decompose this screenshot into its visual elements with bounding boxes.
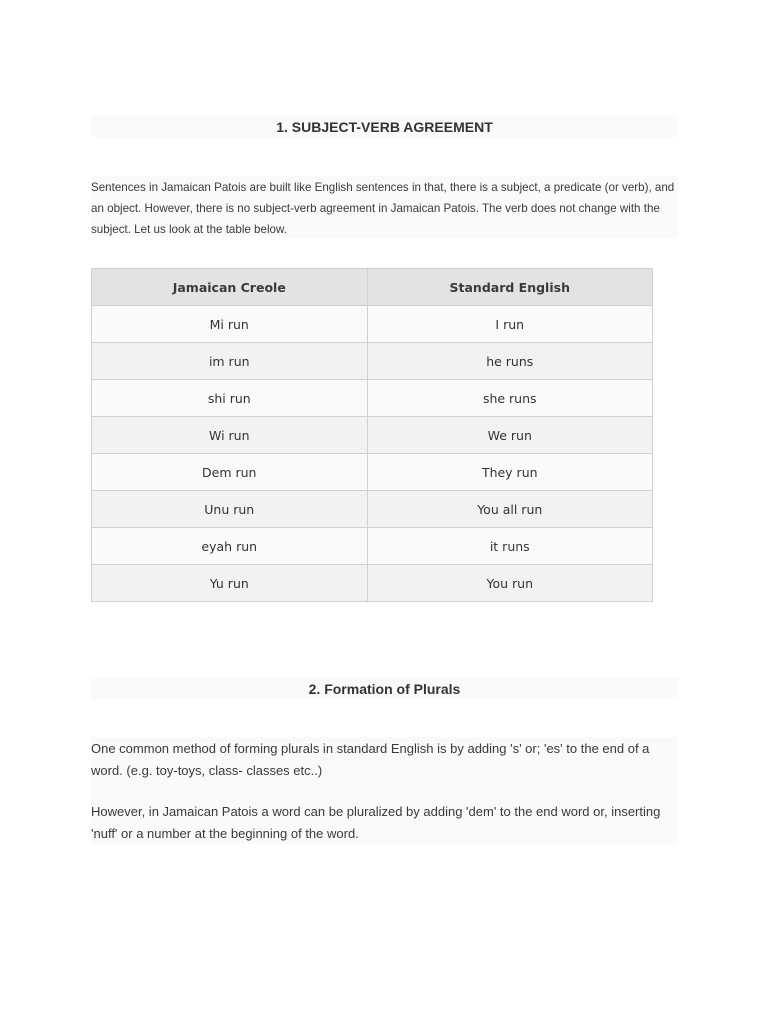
- creole-cell: Wi run: [92, 417, 368, 454]
- column-header-jamaican-creole: Jamaican Creole: [92, 269, 368, 306]
- table-row: [92, 306, 653, 343]
- creole-cell: shi run: [92, 380, 368, 417]
- creole-cell: Mi run: [92, 306, 368, 343]
- table-row: [92, 565, 653, 602]
- creole-cell: Unu run: [92, 491, 368, 528]
- english-cell: You all run: [367, 491, 653, 528]
- comparison-table: [91, 268, 653, 602]
- creole-cell: im run: [92, 343, 368, 380]
- table-row: [92, 491, 653, 528]
- section-1-paragraph: Sentences in Jamaican Patois are built like English sentences in that, there is a subject, a predicate (or verb), and an object. However, there is no subject-verb agreement in Jamaican Patois. The verb does not change with the subject. Let us look at the table below.: [91, 181, 675, 236]
- section-1-heading: 1. SUBJECT-VERB AGREEMENT: [276, 119, 493, 135]
- english-cell: I run: [367, 306, 653, 343]
- table-row: [92, 343, 653, 380]
- section-2-paragraph-2: However, in Jamaican Patois a word can be pluralized by adding 'dem' to the end word or, inserting 'nuff' or a number at the beginning of the word.: [91, 804, 661, 841]
- section-2-paragraph-1: One common method of forming plurals in standard English is by adding 's' or; 'es' to the end of a word. (e.g. toy-toys, class- classes etc..): [91, 741, 650, 778]
- english-cell: We run: [367, 417, 653, 454]
- column-header-standard-english: Standard English: [367, 269, 653, 306]
- english-cell: They run: [367, 454, 653, 491]
- english-cell: she runs: [367, 380, 653, 417]
- creole-cell: eyah run: [92, 528, 368, 565]
- english-cell: he runs: [367, 343, 653, 380]
- table-row: [92, 528, 653, 565]
- table-row: [92, 454, 653, 491]
- table-row: [92, 417, 653, 454]
- creole-cell: Yu run: [92, 565, 368, 602]
- table-row: [92, 380, 653, 417]
- section-2-heading: 2. Formation of Plurals: [308, 681, 461, 697]
- english-cell: You run: [367, 565, 653, 602]
- creole-cell: Dem run: [92, 454, 368, 491]
- english-cell: it runs: [367, 528, 653, 565]
- table-header-row: [92, 269, 653, 306]
